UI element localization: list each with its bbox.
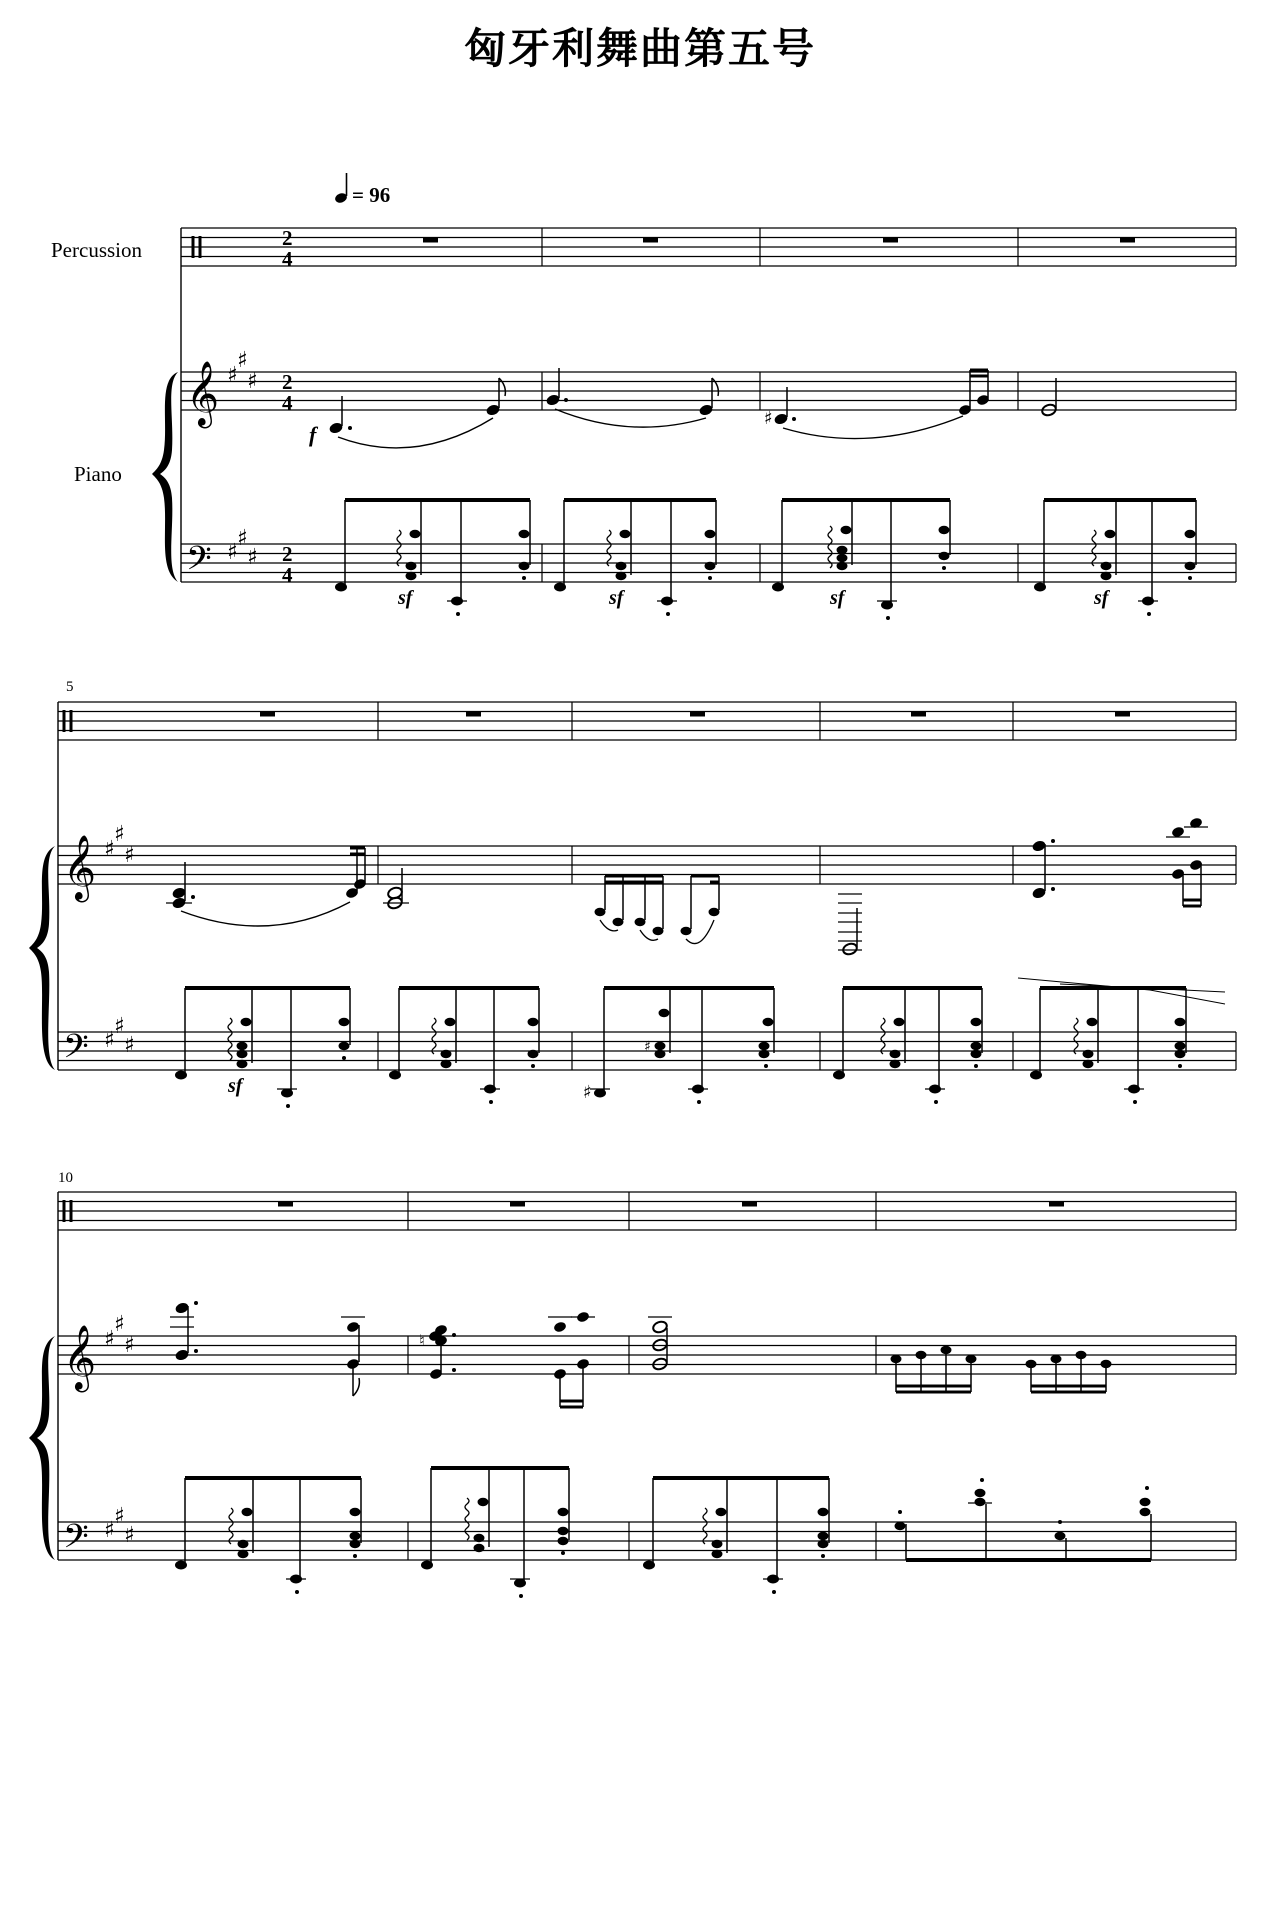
svg-text:♯: ♯ bbox=[247, 545, 258, 570]
time-signature-top: 2 bbox=[282, 226, 293, 250]
svg-text:♯: ♯ bbox=[114, 1504, 125, 1529]
instrument-label-piano: Piano bbox=[74, 462, 122, 486]
svg-text:sf: sf bbox=[609, 587, 624, 609]
bass-accompaniment bbox=[335, 500, 1196, 620]
key-signature-sharps-icon bbox=[227, 348, 258, 394]
measure-number: 10 bbox=[58, 1170, 73, 1186]
dynamic-marking: f bbox=[309, 422, 317, 447]
svg-text:2: 2 bbox=[282, 542, 293, 566]
measure-number: 5 bbox=[66, 679, 74, 695]
piano-bass-staff bbox=[58, 1522, 1236, 1560]
svg-text:♯: ♯ bbox=[227, 363, 238, 388]
bass-accompaniment bbox=[175, 978, 1225, 1108]
bass-clef-icon: 𝄢 bbox=[186, 540, 212, 586]
piano-treble-staff bbox=[58, 846, 1236, 884]
svg-text:♯: ♯ bbox=[104, 1327, 115, 1352]
svg-text:♯: ♯ bbox=[124, 843, 135, 868]
svg-text:sf: sf bbox=[1094, 587, 1109, 609]
melody-notes bbox=[166, 817, 1208, 956]
svg-text:♯: ♯ bbox=[114, 1312, 125, 1337]
svg-text:♯: ♯ bbox=[644, 1039, 651, 1055]
tempo-text: = 96 bbox=[352, 183, 391, 207]
svg-text:♯: ♯ bbox=[114, 822, 125, 847]
svg-text:♯: ♯ bbox=[237, 348, 248, 373]
svg-text:2: 2 bbox=[282, 370, 293, 394]
svg-text:♯: ♯ bbox=[104, 837, 115, 862]
svg-text:4: 4 bbox=[282, 563, 293, 587]
bass-accompaniment bbox=[175, 1468, 1151, 1598]
whole-rests bbox=[260, 712, 1130, 717]
system-1 bbox=[51, 226, 1236, 620]
svg-text:♯: ♯ bbox=[227, 540, 238, 565]
page-title: 匈牙利舞曲第五号 bbox=[463, 24, 816, 73]
whole-rests bbox=[278, 1202, 1064, 1207]
piano-brace-icon bbox=[29, 1336, 55, 1560]
whole-rests bbox=[423, 238, 1135, 243]
percussion-staff bbox=[58, 1192, 1236, 1230]
piano-brace-icon bbox=[152, 372, 178, 582]
svg-text:♯: ♯ bbox=[124, 1523, 135, 1548]
treble-clef-icon: 𝄞 bbox=[63, 1325, 97, 1390]
svg-text:♯: ♯ bbox=[124, 1333, 135, 1358]
melody-notes bbox=[309, 368, 1057, 448]
svg-text:♯: ♯ bbox=[114, 1014, 125, 1039]
system-3 bbox=[29, 1170, 1236, 1598]
svg-text:♯: ♯ bbox=[247, 369, 258, 394]
quarter-note-icon bbox=[334, 173, 348, 204]
percussion-staff bbox=[181, 228, 1236, 266]
svg-text:sf: sf bbox=[830, 587, 845, 609]
instrument-label-percussion: Percussion bbox=[51, 238, 142, 262]
bass-clef-icon: 𝄢 bbox=[63, 1518, 89, 1564]
svg-text:4: 4 bbox=[282, 391, 293, 415]
svg-text:♮: ♮ bbox=[419, 1331, 425, 1350]
svg-text:sf: sf bbox=[228, 1075, 243, 1097]
svg-text:♯: ♯ bbox=[583, 1082, 592, 1103]
key-signature-sharps-icon bbox=[104, 822, 135, 868]
svg-text:♯: ♯ bbox=[104, 1518, 115, 1543]
percussion-staff bbox=[58, 702, 1236, 740]
melody-notes bbox=[170, 1301, 1112, 1407]
dynamic-marking: sf bbox=[398, 587, 413, 609]
tempo-marking bbox=[334, 173, 390, 207]
treble-clef-icon: 𝄞 bbox=[63, 835, 97, 900]
piano-brace-icon bbox=[29, 846, 55, 1070]
system-2 bbox=[29, 679, 1236, 1108]
key-signature-sharps-icon bbox=[104, 1312, 135, 1358]
piano-treble-staff bbox=[181, 372, 1236, 410]
svg-text:♯: ♯ bbox=[237, 526, 248, 551]
bass-clef-icon: 𝄢 bbox=[63, 1028, 89, 1074]
treble-clef-icon: 𝄞 bbox=[186, 361, 220, 426]
svg-text:♯: ♯ bbox=[764, 408, 773, 429]
svg-text:♯: ♯ bbox=[124, 1033, 135, 1058]
piano-treble-staff bbox=[58, 1336, 1236, 1374]
svg-text:♯: ♯ bbox=[104, 1028, 115, 1053]
time-signature-bottom: 4 bbox=[282, 247, 293, 271]
